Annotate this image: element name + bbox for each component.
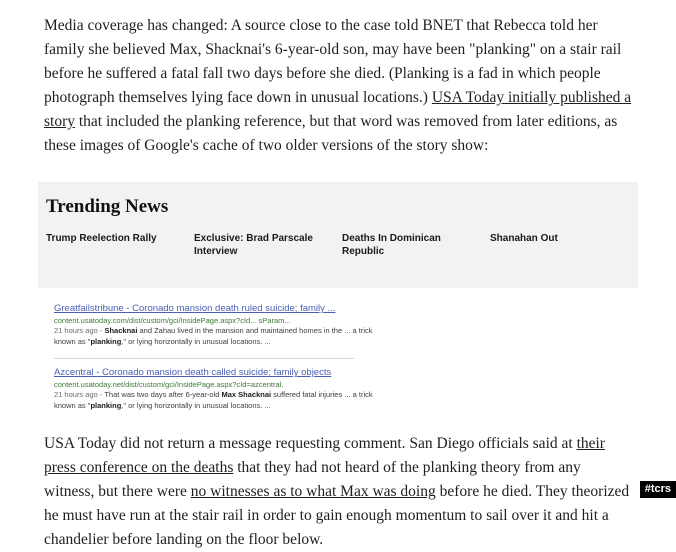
trending-news-band (38, 182, 638, 288)
snippet-text: ," or lying horizontally in unusual locations. ... (121, 400, 271, 410)
snippet-highlight: Max Shacknai (221, 390, 272, 399)
search-result-url: content.usatoday.com/dist/custom/gci/InsidePage.aspx?cId... sParam... (54, 316, 291, 325)
watermark-badge: #tcrs (640, 481, 676, 498)
usa-today-story-link[interactable]: USA Today initially published a story (44, 89, 632, 130)
search-result-snippet (54, 326, 384, 347)
search-result-snippet (54, 390, 384, 411)
results-divider (54, 358, 354, 359)
trending-news-heading: Trending News (46, 196, 169, 217)
search-result-date: 21 hours ago - (54, 326, 103, 335)
snippet-highlight: Shacknai (104, 326, 138, 335)
search-result-title-link[interactable]: Azcentral - Coronado mansion death called suicide; family objects (54, 367, 332, 378)
snippet-highlight: planking (90, 336, 122, 346)
paragraph-text-segment: before he died. They theorized he must have run at the stair rail in order to gain enough momentum to sail over it and hit a chandelier before landing on the floor below. (44, 483, 630, 548)
snippet-highlight: planking (90, 400, 122, 410)
search-result-item (54, 302, 384, 347)
snippet-text: ," or lying horizontally in unusual locations. ... (121, 336, 271, 346)
snippet-text: That was two days after 6-year-old (102, 390, 222, 399)
trending-item-shanahan-out[interactable]: Shanahan Out (490, 233, 558, 244)
search-result-date: 21 hours ago - (54, 390, 103, 399)
search-results-block (54, 302, 384, 411)
search-result-title-link[interactable]: Greatfailstribune - Coronado mansion death ruled suicide; family ... (54, 303, 336, 314)
bottom-paragraph (0, 422, 676, 552)
paragraph-text-segment: that included the planking reference, but that word was removed from later editions, as these images of Google's cache of two older versions of the story show: (44, 113, 618, 154)
top-paragraph (0, 0, 676, 158)
trending-news-list (38, 232, 638, 258)
paragraph-text-segment: that they had not heard of the planking theory from any witness, but there were (44, 459, 581, 500)
press-conference-link[interactable]: their press conference on the deaths (44, 435, 605, 476)
trending-item-brad-parscale-interview[interactable]: Exclusive: Brad Parscale Interview (194, 233, 313, 257)
search-result-item (54, 366, 384, 411)
paragraph-text-segment: USA Today did not return a message requesting comment. San Diego officials said at (44, 435, 577, 452)
search-result-url: content.usatoday.net/dist/custom/gci/InsidePage.aspx?cId=azcentral. (54, 380, 284, 389)
trending-item-deaths-dominican-republic[interactable]: Deaths In Dominican Republic (342, 233, 441, 257)
trending-item-trump-reelection-rally[interactable]: Trump Reelection Rally (46, 233, 157, 244)
paragraph-text-segment: Media coverage has changed: A source close to the case told BNET that Rebecca told her family she believed Max, Shacknai's 6-year-old son, may have been "planking" on a stair rail before he suffered a fatal fall two days before she died. (Planking is a fad in which people photograph themselves lying face down in unusual locations.) (44, 17, 622, 106)
snippet-text: suffered fatal injuries ... a trick known as " (54, 390, 373, 410)
snippet-text: and Zahau lived in the mansion and maintained homes in the ... a trick known as " (54, 326, 373, 346)
no-witnesses-link[interactable]: no witnesses as to what Max was doing (190, 483, 436, 500)
